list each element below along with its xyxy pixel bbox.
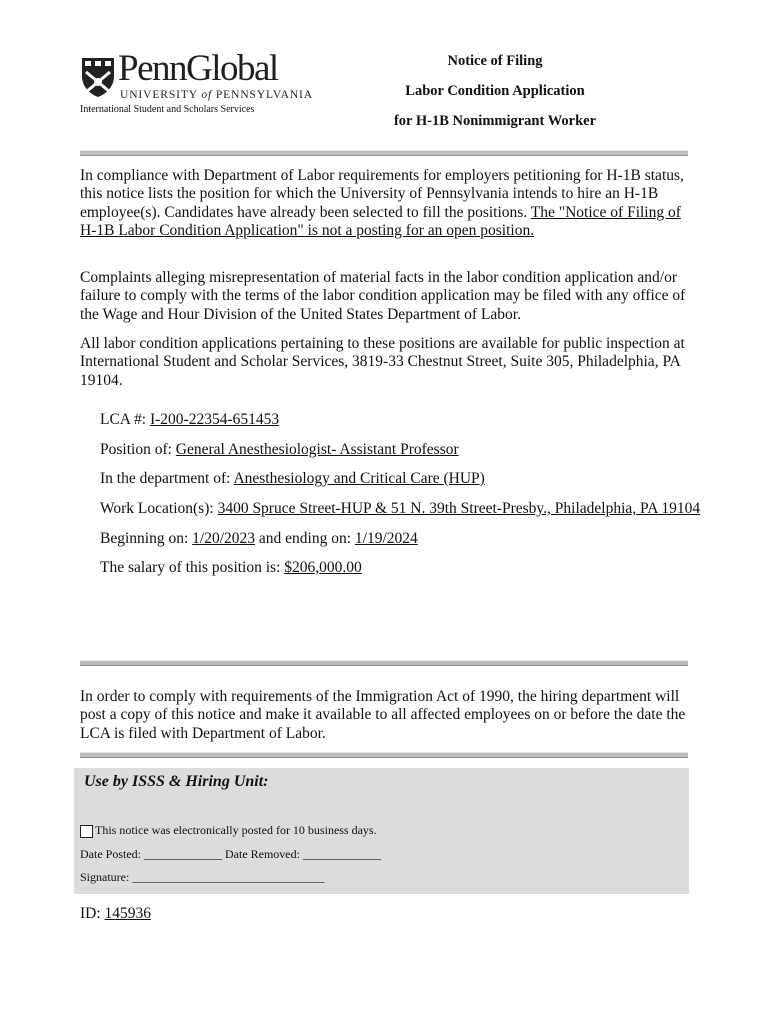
- beginning-value: 1/20/2023: [192, 530, 256, 547]
- lca-label: LCA #:: [100, 411, 150, 428]
- logo-university-of: of: [201, 89, 213, 101]
- work-location: [100, 500, 700, 518]
- penn-shield-icon: [80, 56, 116, 98]
- notice-title-line-2: Labor Condition Application: [405, 83, 585, 99]
- logo-wordmark: PennGlobal: [118, 48, 278, 89]
- notice-title-line-1: Notice of Filing: [447, 53, 543, 69]
- not-a-posting-notice: The "Notice of Filing of H-1B Labor Condition Application" is not a posting for an open position.: [80, 203, 681, 239]
- complaints-paragraph: Complaints alleging misrepresentation of material facts in the labor condition application and/or failure to comply with the terms of the labor condition application may be filed with any office of the Wage and Hour Division of the United States Department of Labor.: [80, 269, 686, 323]
- posted-checkbox[interactable]: [80, 825, 93, 838]
- lca-number: [100, 411, 279, 429]
- compliance-text: In compliance with Department of Labor requirements for employers petitioning for H-1B status, this notice lists the position for which the University of Pennsylvania intends to hire an H-1B employee(s). Candidates have already been selected to fill the positions.: [80, 167, 684, 221]
- inspection-paragraph: All labor condition applications pertaining to these positions are available for public inspection at International Student and Scholar Services, 3819-33 Chestnut Street, Suite 305, Philadelphia, PA 19104.: [80, 335, 685, 389]
- notice-title-line-3: for H-1B Nonimmigrant Worker: [393, 113, 597, 129]
- beginning-label: Beginning on:: [100, 530, 193, 547]
- id-value: 145936: [104, 905, 152, 922]
- department: [100, 470, 485, 488]
- posted-checkbox-label: This notice was electronically posted for 10 business days.: [95, 823, 377, 837]
- logo-university-prefix: UNIVERSITY: [120, 89, 198, 101]
- lca-value: I-200-22354-651453: [149, 411, 280, 428]
- position: [100, 441, 459, 459]
- department-value: Anesthesiology and Critical Care (HUP): [233, 470, 485, 487]
- ending-label: and ending on:: [255, 530, 355, 547]
- divider: [80, 660, 688, 666]
- department-label: In the department of:: [100, 470, 234, 487]
- ending-value: 1/19/2024: [354, 530, 418, 547]
- immigration-act-paragraph: In order to comply with requirements of the Immigration Act of 1990, the hiring department will post a copy of this notice and make it available to all affected employees on or before the date the LCA is filed with Department of Labor.: [80, 688, 686, 742]
- salary: [100, 559, 362, 577]
- id-label: ID:: [80, 905, 105, 922]
- logo-university-suffix: PENNSYLVANIA: [215, 89, 313, 101]
- penn-global-logo: [80, 48, 313, 106]
- position-value: General Anesthesiologist- Assistant Professor: [175, 441, 459, 458]
- compliance-paragraph: [80, 167, 690, 240]
- salary-label: The salary of this position is:: [100, 559, 285, 576]
- signature-line: Signature: ________________________________: [80, 870, 325, 884]
- notice-id: [80, 905, 151, 923]
- logo-university: [120, 89, 313, 101]
- location-value: 3400 Spruce Street-HUP & 51 N. 39th Street-Presby., Philadelphia, PA 19104: [217, 500, 701, 517]
- salary-value: $206,000.00: [284, 559, 362, 576]
- divider: [80, 150, 688, 156]
- divider: [80, 752, 688, 758]
- department-subtitle: International Student and Scholars Services: [80, 104, 255, 115]
- position-label: Position of:: [100, 441, 176, 458]
- location-label: Work Location(s):: [100, 500, 218, 517]
- date-posted-line: Date Posted: _____________ Date Removed: _____________: [80, 847, 381, 861]
- employment-dates: [100, 530, 418, 548]
- isss-box-title: Use by ISSS & Hiring Unit:: [84, 773, 269, 790]
